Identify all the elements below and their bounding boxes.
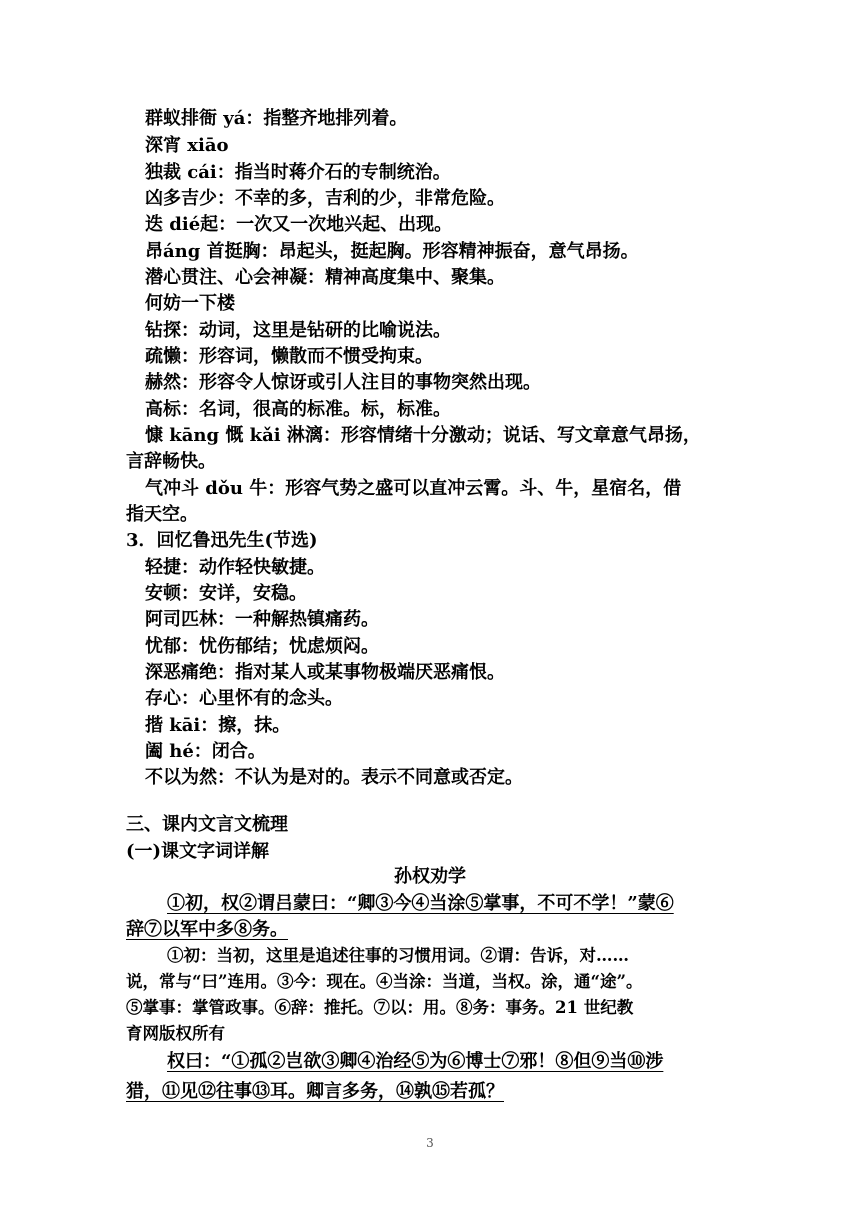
- vocab-line: 忧郁：忧伤郁结；忧虑烦闷。: [145, 636, 379, 657]
- annotation-line: ⑤掌事：掌管政事。⑥辞：推托。⑦以：用。⑧务：事务。21 世纪教: [126, 998, 634, 1017]
- vocab-line: 疏懒：形容词，懒散而不惯受拘束。: [145, 346, 433, 367]
- vocab-line: 揩 kāi：擦，抹。: [145, 715, 291, 736]
- vocab-line: 何妨一下楼: [145, 293, 235, 314]
- vocab-line: 不以为然：不认为是对的。表示不同意或否定。: [145, 767, 523, 788]
- vocab-line: 轻捷：动作轻快敏捷。: [145, 557, 325, 578]
- vocab-line: 阿司匹林：一种解热镇痛药。: [145, 609, 379, 630]
- annotation-line: 育网版权所有: [126, 1024, 225, 1043]
- vocab-line: 昂áng 首挺胸：昂起头，挺起胸。形容精神振奋，意气昂扬。: [145, 241, 639, 262]
- passage-line: 猎，⑪见⑫往事⑬耳。卿言多务，⑭孰⑮若孤？: [126, 1081, 504, 1102]
- article-title: 孙权劝学: [394, 866, 466, 887]
- vocab-line: 安顿：安详，安稳。: [145, 583, 307, 604]
- vocab-line: 独裁 cái：指当时蒋介石的专制统治。: [145, 162, 451, 183]
- section-heading: 三、课内文言文梳理: [126, 814, 288, 835]
- vocab-line-kangkai-cont: 言辞畅快。: [126, 451, 216, 472]
- vocab-line-qichong: 气冲斗 dǒu 牛：形容气势之盛可以直冲云霄。斗、牛，星宿名，借: [145, 478, 682, 499]
- annotation-line: ①初：当初，这里是追述往事的习惯用词。②谓：告诉，对……: [167, 946, 629, 965]
- vocab-line: 深宵 xiāo: [145, 135, 229, 156]
- vocab-line: 深恶痛绝：指对某人或某事物极端厌恶痛恨。: [145, 662, 505, 683]
- passage-line: ①初，权②谓吕蒙曰：“卿③今④当涂⑤掌事，不可不学！”蒙⑥: [167, 893, 674, 914]
- vocab-line: 群蚁排衙 yá：指整齐地排列着。: [145, 108, 408, 129]
- passage-line: 辞⑦以军中多⑧务。: [126, 919, 288, 940]
- vocab-line: 赫然：形容令人惊讶或引人注目的事物突然出现。: [145, 372, 541, 393]
- vocab-line: 凶多吉少：不幸的多，吉利的少，非常危险。: [145, 188, 505, 209]
- annotation-line: 说，常与“曰”连用。③今：现在。④当涂：当道，当权。涂，通“途”。: [126, 972, 643, 991]
- subsection-heading: (一)课文字词详解: [126, 841, 270, 862]
- vocab-line: 迭 dié起：一次又一次地兴起、出现。: [145, 214, 453, 235]
- vocab-line: 存心：心里怀有的念头。: [145, 688, 343, 709]
- vocab-line: 潜心贯注、心会神凝：精神高度集中、聚集。: [145, 267, 505, 288]
- vocab-line: 阖 hé：闭合。: [145, 741, 266, 762]
- vocab-line-qichong-cont: 指天空。: [126, 504, 198, 525]
- vocab-line: 高标：名词，很高的标准。标，标准。: [145, 399, 451, 420]
- vocab-line-kangkai: 慷 kāng 慨 kǎi 淋漓：形容情绪十分激动；说话、写文章意气昂扬，: [145, 425, 701, 446]
- vocab-line: 钻探：动词，这里是钻研的比喻说法。: [145, 320, 451, 341]
- passage-line: 权曰：“①孤②岂欲③卿④治经⑤为⑥博士⑦邪！⑧但⑨当⑩涉: [167, 1051, 664, 1072]
- section-3-title: 3．回忆鲁迅先生(节选): [126, 530, 318, 551]
- page-number: 3: [426, 1136, 434, 1150]
